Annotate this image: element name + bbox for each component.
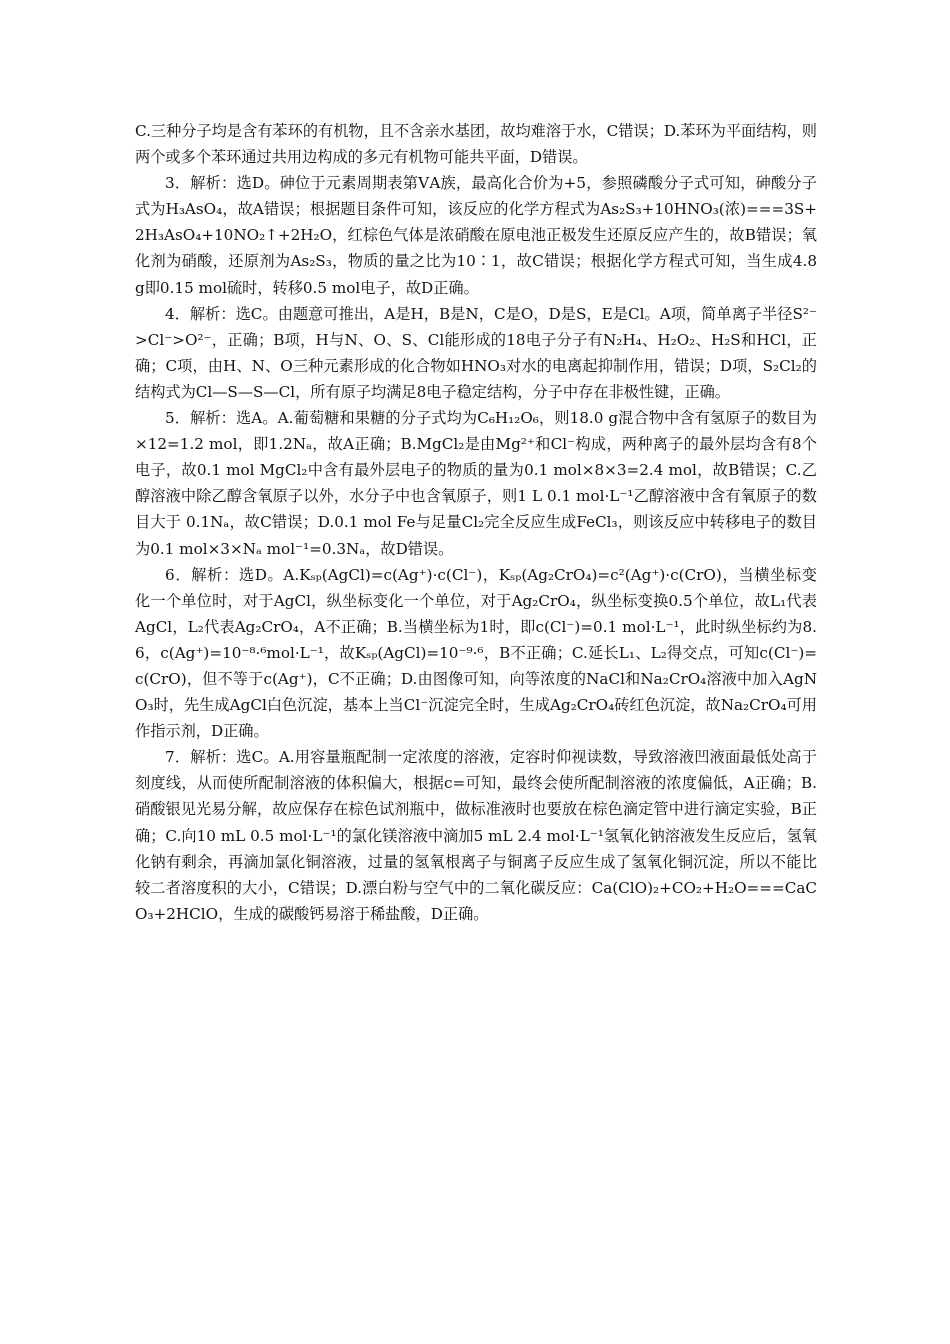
paragraph-answer-7: 7．解析：选C。A.用容量瓶配制一定浓度的溶液，定容时仰视读数，导致溶液凹液面最低处高于刻度线，从而使所配制溶液的体积偏大，根据c=可知，最终会使所配制溶液的浓度偏低，A正确；B.硝酸银见光易分解，故应保存在棕色试剂瓶中，做标准液时也要放在棕色滴定管中进行滴定实验，B正确；C.向10 mL 0.5 mol·L⁻¹的氯化镁溶液中滴加5 mL 2.4 mol·L⁻¹氢氧化钠溶液发生反应后，氢氧化钠有剩余，再滴加氯化铜溶液，过量的氢氧根离子与铜离子反应生成了氢氧化铜沉淀，所以不能比较二者溶度积的大小，C错误；D.漂白粉与空气中的二氧化碳反应：Ca(ClO)₂+CO₂+H₂O===CaCO₃+2HClO，生成的碳酸钙易溶于稀盐酸，D正确。: [135, 748, 817, 923]
document-body: [135, 118, 817, 927]
paragraph-c-continued: C.三种分子均是含有苯环的有机物，且不含亲水基团，故均难溶于水，C错误；D.苯环为平面结构，则两个或多个苯环通过共用边构成的多元有机物可能共平面，D错误。: [135, 122, 817, 167]
paragraph-answer-3: 3．解析：选D。砷位于元素周期表第ⅤA族，最高化合价为+5，参照磷酸分子式可知，砷酸分子式为H₃AsO₄，故A错误；根据题目条件可知，该反应的化学方程式为As₂S₃+10HNO₃(浓)===3S+2H₃AsO₄+10NO₂↑+2H₂O，红棕色气体是浓硝酸在原电池正极发生还原反应产生的，故B错误；氧化剂为硝酸，还原剂为As₂S₃，物质的量之比为10∶1，故C错误；根据化学方程式可知，当生成4.8 g即0.15 mol硫时，转移0.5 mol电子，故D正确。: [135, 174, 817, 297]
paragraph-answer-6: 6．解析：选D。A.Kₛₚ(AgCl)=c(Ag⁺)·c(Cl⁻)，Kₛₚ(Ag₂CrO₄)=c²(Ag⁺)·c(CrO)，当横坐标变化一个单位时，对于AgCl，纵坐标变化一个单位，对于Ag₂CrO₄，纵坐标变换0.5个单位，故L₁代表AgCl，L₂代表Ag₂CrO₄，A不正确；B.当横坐标为1时，即c(Cl⁻)=0.1 mol·L⁻¹，此时纵坐标约为8.6，c(Ag⁺)=10⁻⁸·⁶mol·L⁻¹，故Kₛₚ(AgCl)=10⁻⁹·⁶，B不正确；C.延长L₁、L₂得交点，可知c(Cl⁻)=c(CrO)，但不等于c(Ag⁺)，C不正确；D.由图像可知，向等浓度的NaCl和Na₂CrO₄溶液中加入AgNO₃时，先生成AgCl白色沉淀，基本上当Cl⁻沉淀完全时，生成Ag₂CrO₄砖红色沉淀，故Na₂CrO₄可用作指示剂，D正确。: [135, 565, 817, 741]
paragraph-answer-5: 5．解析：选A。A.葡萄糖和果糖的分子式均为C₆H₁₂O₆，则18.0 g混合物中含有氢原子的数目为×12=1.2 mol，即1.2Nₐ，故A正确；B.MgCl₂是由Mg²⁺和Cl⁻构成，两种离子的最外层均含有8个电子，故0.1 mol MgCl₂中含有最外层电子的物质的量为0.1 mol×8×3=2.4 mol，故B错误；C.乙醇溶液中除乙醇含氧原子以外，水分子中也含氧原子，则1 L 0.1 mol·L⁻¹乙醇溶液中含有氧原子的数目大于 0.1Nₐ，故C错误；D.0.1 mol Fe与足量Cl₂完全反应生成FeCl₃，则该反应中转移电子的数目为0.1 mol×3×Nₐ mol⁻¹=0.3Nₐ，故D错误。: [135, 409, 817, 558]
paragraph-answer-4: 4．解析：选C。由题意可推出，A是H，B是N，C是O，D是S，E是Cl。A项，简单离子半径S²⁻>Cl⁻>O²⁻，正确；B项，H与N、O、S、Cl能形成的18电子分子有N₂H₄、H₂O₂、H₂S和HCl，正确；C项，由H、N、O三种元素形成的化合物如HNO₃对水的电离起抑制作用，错误；D项，S₂Cl₂的结构式为Cl—S—S—Cl，所有原子均满足8电子稳定结构，分子中存在非极性键，正确。: [135, 304, 817, 401]
